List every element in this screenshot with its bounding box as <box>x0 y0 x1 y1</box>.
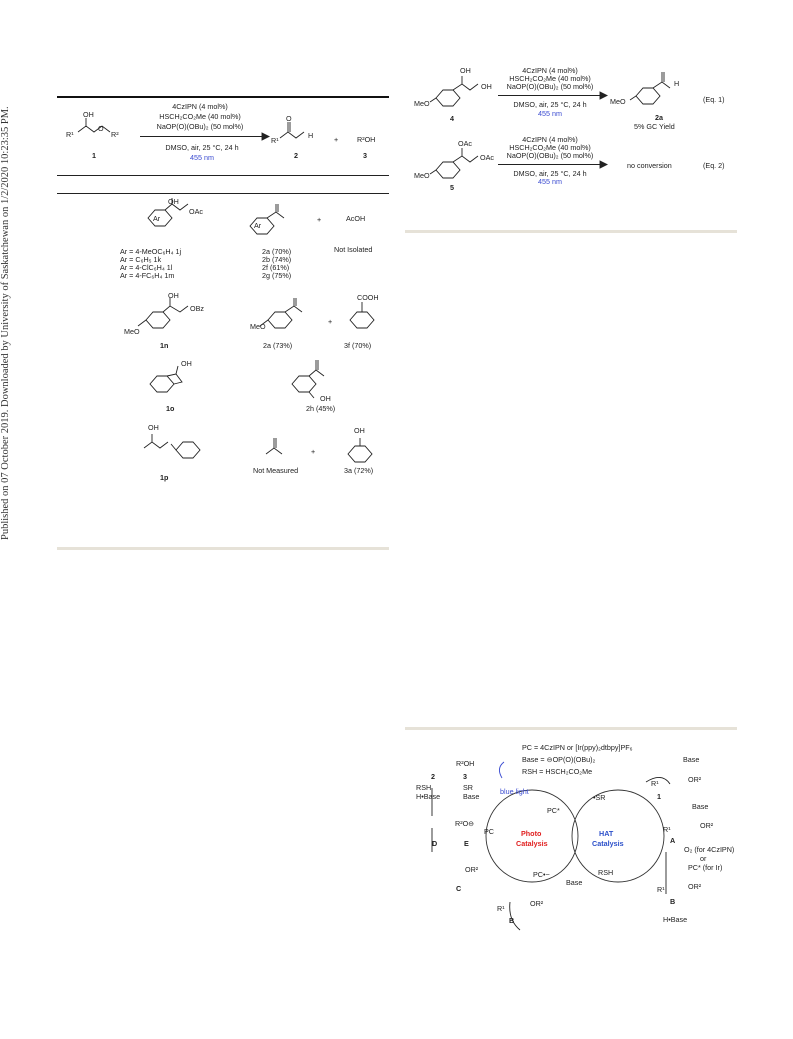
species-B-right: B <box>670 897 676 906</box>
reagent-line-2: HSCH₂CO₂Me (40 mol%) <box>159 112 241 121</box>
table-top-rule <box>57 96 389 98</box>
row1-prod-2a: 2a (70%) <box>262 247 292 256</box>
blue-light-label: blue light <box>500 787 529 796</box>
photo-title: Photo <box>521 829 542 838</box>
eq2-reagent-1: 4CzIPN (4 mol%) <box>522 135 578 144</box>
photo-subtitle: Catalysis <box>516 839 548 848</box>
eq2-tag: (Eq. 2) <box>703 161 725 170</box>
row4-phenol-oh: OH <box>354 426 365 435</box>
eq1-product-label: 2a <box>655 113 663 122</box>
eq1-oh-top: OH <box>460 66 471 75</box>
row4-product-phenol <box>340 430 380 470</box>
table-header-rule-2 <box>57 193 389 194</box>
eq1-reagent-2: HSCH₂CO₂Me (40 mol%) <box>509 74 591 83</box>
eq2-oac-end: OAc <box>480 153 494 162</box>
row1-acid-note: Not Isolated <box>334 245 373 254</box>
eq2-arrow-head <box>600 161 608 168</box>
species-a-r1: R¹ <box>663 825 671 834</box>
species-D: D <box>432 839 438 848</box>
substrate-o: O <box>98 124 104 133</box>
eq1-yield: 5% GC Yield <box>634 122 675 131</box>
eq2-substrate-label: 5 <box>450 183 454 192</box>
row3-oh: OH <box>181 359 192 368</box>
light-wavelength: 455 nm <box>190 153 214 162</box>
plus-sign: + <box>334 135 339 144</box>
eq1-arrow <box>498 95 602 96</box>
row1-acid: AcOH <box>346 214 366 223</box>
eq2-meo: MeO <box>414 171 430 180</box>
sr-base: SR Base <box>463 783 480 801</box>
row1-product-ar: Ar <box>254 221 262 230</box>
row2-cooh: COOH <box>357 293 379 302</box>
hat-title: HAT <box>599 829 614 838</box>
eq1-light: 455 nm <box>538 109 562 118</box>
eq1-substrate-label: 4 <box>450 114 454 123</box>
species-3: 3 <box>463 772 467 781</box>
substrate-r1: R¹ <box>66 130 74 139</box>
eq2-result: no conversion <box>627 161 672 170</box>
rsh-label: RSH <box>598 868 614 877</box>
eq2-conditions: DMSO, air, 25 °C, 24 h <box>513 169 587 178</box>
product-2-label: 2 <box>294 151 298 160</box>
eq1-reagent-1: 4CzIPN (4 mol%) <box>522 66 578 75</box>
row1-ar: Ar <box>153 214 161 223</box>
substrate-label: 1 <box>92 151 96 160</box>
row1-prod-2f: 2f (61%) <box>262 263 290 272</box>
eq2-arrow <box>498 164 602 165</box>
or-condition: or <box>700 854 707 863</box>
species-b-right-or2: OR² <box>688 882 702 891</box>
species-B-bottom: B <box>509 916 515 925</box>
eq2-light: 455 nm <box>538 177 562 186</box>
eq1-product-h: H <box>674 79 680 88</box>
species-r2o: R²O⊖ <box>455 819 475 828</box>
row2-product-yield: 2a (73%) <box>263 341 293 350</box>
reagent-line-3: NaOP(O)(OBu)₂ (50 mol%) <box>156 122 244 131</box>
row3-product-oh: OH <box>320 394 331 403</box>
row1-ar-1j: Ar = 4-MeOC₆H₄ 1j <box>120 247 182 256</box>
row1-plus: + <box>317 215 322 224</box>
base-label: Base <box>566 878 583 887</box>
table-header-rule <box>57 175 389 176</box>
row1-oac: OAc <box>189 207 203 216</box>
species-1-base: Base <box>683 755 700 764</box>
download-notice: Published on 07 October 2019. Downloaded by University of Saskatchewan on 1/2/2020 10:23:35 PM. <box>0 106 11 540</box>
pc-label: PC <box>484 827 494 836</box>
eq1-meo: MeO <box>414 99 430 108</box>
pc-minus-label: PC•− <box>533 870 550 879</box>
mechanism-top-rule <box>405 727 737 730</box>
row3-label: 1o <box>166 404 175 413</box>
row2-acid-yield: 3f (70%) <box>344 341 372 350</box>
arrow-head <box>262 133 270 140</box>
row1-oh: OH <box>168 197 179 206</box>
pcstar-ir-condition: PC* (for Ir) <box>688 863 723 872</box>
species-1-or2: OR² <box>688 775 702 784</box>
species-C: C <box>456 884 462 893</box>
reagent-line-1: 4CzIPN (4 mol%) <box>172 102 228 111</box>
equations-bottom-rule <box>405 230 737 233</box>
row4-plus: + <box>311 447 316 456</box>
substrate-r2: R² <box>111 130 119 139</box>
species-a-or2: OR² <box>700 821 714 830</box>
eq1-tag: (Eq. 1) <box>703 95 725 104</box>
species-hbase: H•Base <box>663 915 688 924</box>
row4-label: 1p <box>160 473 169 482</box>
species-a-base: Base <box>692 802 709 811</box>
conditions: DMSO, air, 25 °C, 24 h <box>165 143 239 152</box>
row3-substrate-structure <box>146 360 206 405</box>
row3-product-yield: 2h (45%) <box>306 404 336 413</box>
pc-star-label: PC* <box>547 806 560 815</box>
product-r2oh: R²OH <box>357 135 376 144</box>
eq1-arrow-head <box>600 92 608 99</box>
eq1-product-structure <box>620 66 700 111</box>
species-E: E <box>464 839 469 848</box>
row2-meo: MeO <box>124 327 140 336</box>
reaction-arrow <box>140 136 264 137</box>
eq2-reagent-3: NaOP(O)(OBu)₂ (50 mol%) <box>506 151 594 160</box>
row2-product-structure <box>258 296 318 336</box>
row4-phenol-yield: 3a (72%) <box>344 466 374 475</box>
row2-plus: + <box>328 317 333 326</box>
species-b-right-r1: R¹ <box>657 885 665 894</box>
row2-product-meo: MeO <box>250 322 266 331</box>
species-1: 1 <box>657 792 661 801</box>
eq1-conditions: DMSO, air, 25 °C, 24 h <box>513 100 587 109</box>
row4-oh: OH <box>148 423 159 432</box>
species-r2oh: R²OH <box>456 759 475 768</box>
hat-subtitle: Catalysis <box>592 839 624 848</box>
product-3-label: 3 <box>363 151 367 160</box>
legend-base: Base = ⊖OP(O)(OBu)₂ <box>522 755 596 764</box>
eq2-reagent-2: HSCH₂CO₂Me (40 mol%) <box>509 143 591 152</box>
species-A: A <box>670 836 676 845</box>
legend-rsh: RSH = HSCH₂CO₂Me <box>522 767 593 776</box>
legend-pc: PC = 4CzIPN or [Ir(ppy)₂dtbpy]PF₆ <box>522 743 633 752</box>
species-b-or2: OR² <box>530 899 544 908</box>
eq1-oh-end: OH <box>481 82 492 91</box>
product-h: H <box>308 131 314 140</box>
product-o: O <box>286 114 292 123</box>
species-1-r1: R¹ <box>651 779 659 788</box>
row2-acid-structure <box>342 293 382 336</box>
row2-obz: OBz <box>190 304 204 313</box>
row2-label: 1n <box>160 341 169 350</box>
row1-ar-1l: Ar = 4-ClC₆H₄ 1l <box>120 263 173 272</box>
rsh-hbase: RSH H•Base <box>416 783 441 801</box>
eq2-oac-top: OAc <box>458 139 472 148</box>
species-c-or2: OR² <box>465 865 479 874</box>
row4-product-acetone <box>262 432 292 462</box>
row2-oh: OH <box>168 291 179 300</box>
row1-ar-1k: Ar = C₆H₅ 1k <box>120 255 162 264</box>
table-bottom-rule <box>57 547 389 550</box>
eq1-reagent-3: NaOP(O)(OBu)₂ (50 mol%) <box>506 82 594 91</box>
row3-product-structure <box>288 356 348 406</box>
substrate-oh: OH <box>83 110 94 119</box>
row1-prod-2g: 2g (75%) <box>262 271 292 280</box>
product-r1: R¹ <box>271 136 279 145</box>
row1-prod-2b: 2b (74%) <box>262 255 292 264</box>
eq1-product-meo: MeO <box>610 97 626 106</box>
o2-condition: O₂ (for 4CzIPN) <box>684 845 735 854</box>
sr-label: •SR <box>593 793 606 802</box>
row4-not-measured: Not Measured <box>253 466 299 475</box>
row1-ar-1m: Ar = 4-FC₆H₄ 1m <box>120 271 175 280</box>
species-b-r1: R¹ <box>497 904 505 913</box>
species-2: 2 <box>431 772 435 781</box>
